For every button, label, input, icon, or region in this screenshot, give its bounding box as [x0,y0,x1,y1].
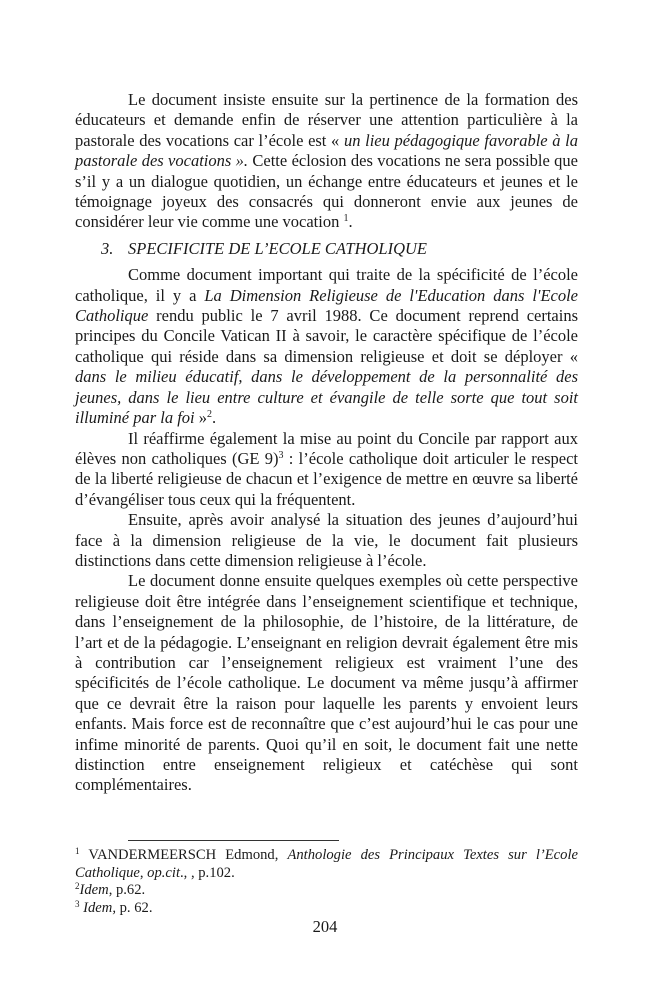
footnote-italic: Idem [79,882,109,899]
paragraph-dimension [75,265,578,428]
footnote-3 [75,900,578,918]
footnote-mark: 1 [75,846,80,856]
paragraph-distinctions: Ensuite, après avoir analysé la situation des jeunes d’aujourd’hui face à la dimension religieuse de la vie, le document fait plusieurs distinctions dans cette dimension religieuse à l’école. [75,510,578,570]
paragraph-text: : l’école catholique doit articuler le respect de la liberté religieuse de chacun et l’exigence de mettre en œuvre sa liberté d’évangéliser tous ceux qui la fréquentent. [75,448,578,509]
footnote-text: , [139,864,148,881]
paragraph-text: . [212,408,217,428]
footnote-text: VANDERMEERSCH Edmond, [79,847,288,863]
paragraph-text: rendu public le 7 avril 1988. Ce document reprend certains principes du Concile Vatican II à savoir, le caractère spécifique de l’école catholique qui réside dans sa dimension religieuse et doit se déployer « [75,306,578,366]
footnote-ref: 3 [278,449,284,461]
footnote-italic: Anthologie des Principaux Textes sur l’Ecole Catholique [75,847,578,881]
page-number: 204 [312,917,338,936]
footnote-italic: op.cit [147,864,181,881]
document-title-italic: La Dimension Religieuse de l'Education dans l'Ecole Catholique [75,285,578,326]
paragraph-text: Il réaffirme également la mise au point du Concile par rapport aux élèves non catholiques (GE 9) [75,428,578,468]
footnote-1 [75,847,578,882]
quote-italic: un lieu pédagogique favorable à la pastorale des vocations ». [75,130,579,171]
paragraph-text: » [194,408,207,428]
paragraph-vocations [75,90,578,233]
footnote-italic: Idem, [79,899,116,916]
footnote-mark: 2 [75,881,80,892]
paragraph-exemples: Le document donne ensuite quelques exemples où cette perspective religieuse doit être intégrée dans l’enseignement scientifique et technique, dans l’enseignement de la philosophie, de l’histoire, de la littérature, de l’art et de la pédagogie. L’enseignant en religion devrait également être mis à contribution car l’enseignement religieux est vraiment l’une des spécificités de l’école catholique. Le document va même jusqu’à affirmer que ce devrait être la raison pour laquelle les parents y envoient leurs enfants. Mais force est de reconnaître que c’est aujourd’hui le cas pour une infime minorité de parents. Quoi qu’il en soit, le document fait une nette distinction entre enseignement religieux et catéchèse qui sont complémentaires. [75,571,578,795]
section-title: SPECIFICITE DE L’ECOLE CATHOLIQUE [128,238,427,258]
paragraph-text: Comme document important qui traite de la spécificité de l’école catholique, il y a [75,265,578,305]
quote-italic: dans le milieu éducatif, dans le développement de la personnalité des jeunes, dans le lieu entre culture et évangile de telle sorte que tout soit illuminé par la foi [75,367,578,428]
paragraph-concile [75,429,578,511]
footnotes [75,847,578,917]
footnote-2 [75,882,578,900]
paragraph-text: Le document insiste ensuite sur la pertinence de la formation des éducateurs et demande enfin de réserver une attention particulière à la pastorale des vocations car l’école est « [75,90,578,150]
footnote-ref: 2 [207,409,212,421]
footnote-text: p. 62. [115,899,153,916]
paragraph-text: . [348,212,353,232]
section-number: 3. [101,238,114,258]
footnote-ref: 1 [343,213,349,225]
body-text [75,90,578,796]
footnote-text: ., , p.102. [180,864,235,881]
footnote-text: , p.62. [108,882,146,899]
footnote-divider [128,840,339,841]
paragraph-text: Cette éclosion des vocations ne sera possible que s’il y a un dialogue quotidien, un échange entre éducateurs et jeunes et le témoignage joyeux des consacrés qui donneront envie aux jeunes de considérer leur vie comme une vocation [75,151,578,232]
section-heading [101,239,578,259]
footnote-mark: 3 [75,898,80,909]
